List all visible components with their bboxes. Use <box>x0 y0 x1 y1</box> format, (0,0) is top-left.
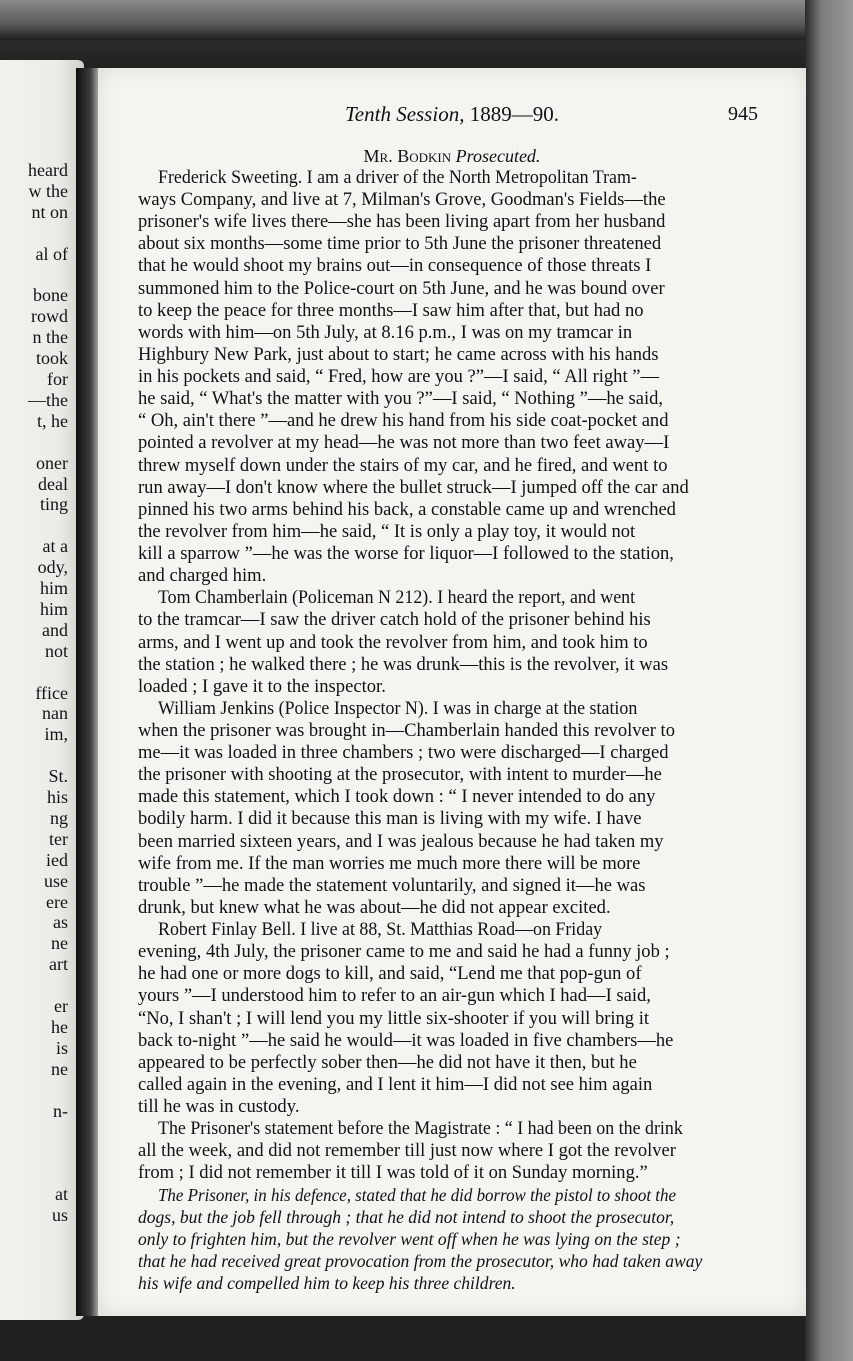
left-page-fragment: ne <box>51 1058 68 1079</box>
left-page-fragment: ting <box>39 494 68 515</box>
text-line: that he had received great provocation from the prosecutor, who had taken away <box>138 1250 703 1271</box>
text-line: to the tramcar—I saw the driver catch hold of the prisoner behind his <box>138 609 651 631</box>
text-line: drunk, but knew what he was about—he did not appear excited. <box>138 896 611 918</box>
text-line: The Prisoner's statement before the Magistrate : “ I had been on the drink <box>158 1118 683 1140</box>
text-line: “No, I shan't ; I will lend you my little six-shooter if you will bring it <box>138 1007 650 1029</box>
text-line: words with him—on 5th July, at 8.16 p.m., I was on my tramcar in <box>138 321 633 343</box>
left-page-fragment: ng <box>50 807 68 828</box>
left-page-fragment: ied <box>46 849 68 870</box>
left-page-fragment: and <box>42 619 68 640</box>
left-page-fragment: ne <box>51 933 68 954</box>
left-page-fragment: bone <box>33 285 68 306</box>
left-page-fragment: ody, <box>37 557 68 578</box>
text-line: that he would shoot my brains out—in consequence of those threats I <box>138 255 652 277</box>
left-page-fragment: w the <box>28 180 68 201</box>
text-line: William Jenkins (Police Inspector N). I was in charge at the station <box>158 697 638 719</box>
left-page-fragment: rowd <box>31 306 68 327</box>
left-page-fragment: use <box>44 870 68 891</box>
left-page-fragment: he <box>51 1016 68 1037</box>
left-page-fragment: n the <box>32 327 68 348</box>
running-head <box>98 100 806 128</box>
left-page-fragment: nt on <box>31 201 68 222</box>
text-line: till he was in custody. <box>138 1096 300 1118</box>
text-line: wife from me. If the man worries me much more there will be more <box>138 852 641 874</box>
text-line: loaded ; I gave it to the inspector. <box>138 675 386 697</box>
left-page-fragment: t, he <box>37 410 68 431</box>
text-line: trouble ”—he made the statement voluntarily, and signed it—he was <box>138 874 646 896</box>
text-line: ways Company, and live at 7, Milman's Grove, Goodman's Fields—the <box>138 189 666 211</box>
left-page-fragment: took <box>35 348 68 369</box>
left-page-fragment: him <box>39 598 68 619</box>
counsel-name: Mr. Bodkin <box>363 146 452 166</box>
text-line: arms, and I went up and took the revolver from him, and took him to <box>138 631 648 653</box>
text-line: kill a sparrow ”—he was the worse for liquor—I followed to the station, <box>138 543 674 565</box>
text-line: in his pockets and said, “ Fred, how are you ?”—I said, “ All right ”— <box>138 366 660 388</box>
text-line: threw myself down under the stairs of my car, and he fired, and went to <box>138 454 668 476</box>
left-page-fragment: not <box>44 640 68 661</box>
text-line: he had one or more dogs to kill, and said, “Lend me that pop-gun of <box>138 963 642 985</box>
text-line: summoned him to the Police-court on 5th June, and he was bound over <box>138 277 665 299</box>
text-line: only to frighten him, but the revolver went off when he was lying on the step ; <box>138 1228 681 1249</box>
text-line: prisoner's wife lives there—she has been living apart from her husband <box>138 211 666 233</box>
text-line: Robert Finlay Bell. I live at 88, St. Matthias Road—on Friday <box>158 919 603 941</box>
text-line: run away—I don't know where the bullet struck—I jumped off the car and <box>138 476 689 498</box>
text-line: dogs, but the job fell through ; that he did not intend to shoot the prosecutor, <box>138 1206 675 1227</box>
text-line: called again in the evening, and I lent it him—I did not see him again <box>138 1073 653 1095</box>
left-page-fragment: for <box>47 369 68 389</box>
left-page-fragment: al of <box>35 243 68 264</box>
left-page-fragment: is <box>55 1037 68 1058</box>
text-line: appeared to be perfectly sober then—he did not have it then, but he <box>138 1051 637 1073</box>
text-line: pinned his two arms behind his back, a constable came up and wrenched <box>138 498 676 520</box>
left-page-fragment: oner <box>36 452 68 473</box>
running-title <box>98 100 806 128</box>
text-line: evening, 4th July, the prisoner came to me and said he had a funny job ; <box>138 941 670 963</box>
left-page-fragment: art <box>49 954 68 975</box>
left-page-fragment: ere <box>46 891 68 912</box>
text-line: his wife and compelled him to keep his three children. <box>138 1273 516 1293</box>
text-line: the revolver from him—he said, “ It is only a play toy, it would not <box>138 520 636 542</box>
left-page-fragment: ffice <box>35 682 68 703</box>
left-page-fragment: at a <box>42 536 68 557</box>
left-page-fragment: his <box>46 787 68 807</box>
book-gutter <box>76 68 100 1316</box>
text-line: Tom Chamberlain (Policeman N 212). I heard the report, and went <box>158 587 636 609</box>
text-line: The Prisoner, in his defence, stated that he did borrow the pistol to shoot the <box>158 1184 676 1205</box>
left-page-fragment: nan <box>42 703 68 724</box>
book-right-edge <box>805 0 853 1361</box>
left-page-fragment: St. <box>48 766 68 787</box>
text-line: me—it was loaded in three chambers ; two were discharged—I charged <box>138 742 669 764</box>
text-line: the station ; he walked there ; he was drunk—this is the revolver, it was <box>138 653 669 675</box>
text-line: pointed a revolver at my head—he was not more than two feet away—I <box>138 432 670 454</box>
text-line: all the week, and did not remember till just now where I got the revolver <box>138 1140 676 1162</box>
text-line: and charged him. <box>138 565 267 587</box>
text-line: Frederick Sweeting. I am a driver of the North Metropolitan Tram- <box>158 167 637 188</box>
left-page-fragment: heard <box>28 160 68 180</box>
session-years: 1889—90. <box>464 102 559 126</box>
left-page-fragment: him <box>39 578 68 598</box>
text-line: made this statement, which I took down : “ I never intended to do any <box>138 786 656 808</box>
left-page-fragment: us <box>51 1205 68 1225</box>
left-page-fragment: n- <box>53 1100 68 1121</box>
left-page-fragment: ter <box>49 828 68 849</box>
text-line: when the prisoner was brought in—Chamberlain handed this revolver to <box>138 720 675 741</box>
text-line: yours ”—I understood him to refer to an air-gun which I had—I said, <box>138 985 651 1007</box>
text-line: the prisoner with shooting at the prosecutor, with intent to murder—he <box>138 764 662 786</box>
left-page-fragment: —the <box>28 389 68 410</box>
scanner-top-band <box>0 0 853 40</box>
prosecution-heading <box>98 144 806 168</box>
text-line: from ; I did not remember it till I was told of it on Sunday morning.” <box>138 1162 648 1184</box>
session-label: Tenth Session, <box>345 102 465 126</box>
text-line: been married sixteen years, and I was jealous because he had taken my <box>138 830 664 852</box>
text-line: about six months—some time prior to 5th June the prisoner threatened <box>138 233 662 255</box>
text-line: to keep the peace for three months—I saw him after that, but had no <box>138 299 644 321</box>
page-number: 945 <box>728 103 758 125</box>
text-line: back to-night ”—he said he would—it was loaded in five chambers—he <box>138 1029 674 1051</box>
prosecuted-label: Prosecuted. <box>455 146 541 166</box>
text-line: bodily harm. I did it because this man is living with my wife. I have <box>138 808 642 830</box>
left-page-fragment: er <box>54 996 68 1016</box>
text-line: “ Oh, ain't there ”—and he drew his hand from his side coat-pocket and <box>138 410 669 432</box>
text-line: he said, “ What's the matter with you ?”—I said, “ Nothing ”—he said, <box>138 388 664 410</box>
text-line: Highbury New Park, just about to start; he came across with his hands <box>138 343 659 365</box>
left-page-fragment: im, <box>44 724 68 745</box>
left-page-fragment: as <box>53 912 68 933</box>
left-page-fragment: deal <box>38 473 68 494</box>
left-page-fragment: at <box>55 1184 68 1205</box>
